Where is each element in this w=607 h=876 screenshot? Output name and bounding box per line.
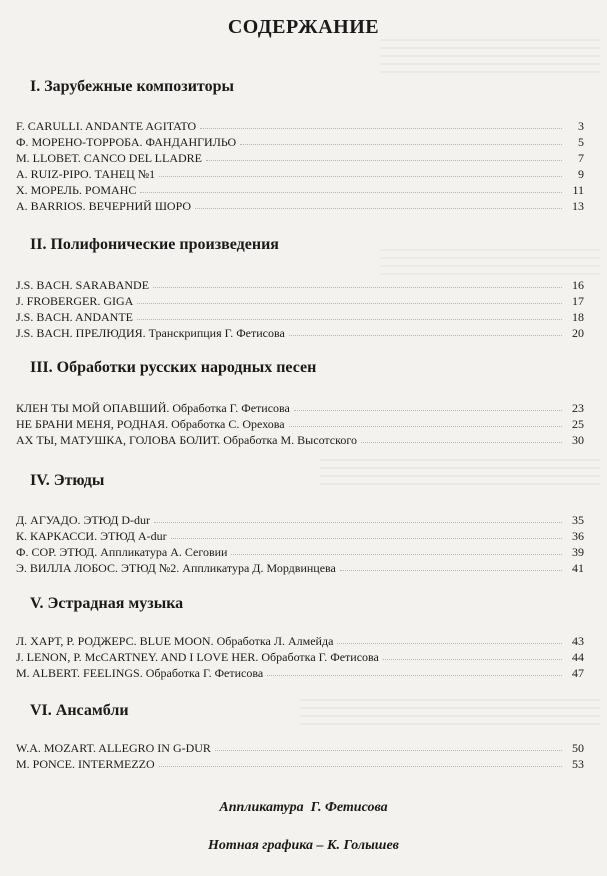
toc-entry-page: 39 [572,545,584,559]
dot-leader [240,143,562,145]
fingering-credit: Аппликатура Г. Фетисова [219,800,388,815]
toc-entry[interactable] [16,648,584,664]
dot-leader [383,658,562,660]
dot-leader [159,175,562,177]
toc-entry-page: 41 [572,561,584,575]
dot-leader [337,642,562,644]
dot-leader [340,569,562,571]
toc-entry-title: Х. МОРЕЛЬ. РОМАНС [16,183,137,197]
toc-entry-title: M. PONCE. INTERMEZZO [16,757,155,771]
toc-entry[interactable] [16,149,584,165]
toc-entry-title: Ф. МОРЕНО-ТОРРОБА. ФАНДАНГИЛЬО [16,135,237,149]
engraving-credit: Нотная графика – К. Голышев [208,838,399,853]
dot-leader [294,409,562,411]
toc-entry-title: J.S. BACH. ПРЕЛЮДИЯ. Транскрипция Г. Фетисова [16,326,285,340]
toc-entry-page: 18 [572,310,584,324]
section-heading: VI. Ансамбли [30,702,129,719]
toc-entry-page: 20 [572,326,584,340]
toc-entry-page: 7 [578,151,584,165]
toc-entry-title: Л. ХАРТ, Р. РОДЖЕРС. BLUE MOON. Обработка Л. Алмейда [16,634,334,648]
dot-leader [195,207,562,209]
toc-entry[interactable] [16,527,584,543]
toc-entry[interactable] [16,739,584,755]
toc-entry-title: Э. ВИЛЛА ЛОБОС. ЭТЮД №2. Аппликатура Д. Мордвинцева [16,561,336,575]
toc-entry[interactable] [16,133,584,149]
toc-entry[interactable] [16,197,584,213]
dot-leader [154,521,562,523]
toc-entry-page: 30 [572,433,584,447]
section-heading: IV. Этюды [30,472,105,489]
toc-entry-page: 17 [572,294,584,308]
toc-entry-title: J.S. BACH. ANDANTE [16,310,134,324]
toc-entry-title: J. FROBERGER. GIGA [16,294,134,308]
dot-leader [231,553,562,555]
toc-entry[interactable] [16,181,584,197]
toc-entry-page: 53 [572,757,584,771]
toc-entry-title: АХ ТЫ, МАТУШКА, ГОЛОВА БОЛИТ. Обработка М. Высотского [16,433,357,447]
toc-entry-page: 47 [572,666,584,680]
toc-entry[interactable] [16,324,584,340]
page-title: СОДЕРЖАНИЕ [227,16,380,38]
dot-leader [215,749,562,751]
toc-entry-title: К. КАРКАССИ. ЭТЮД A-dur [16,529,167,543]
toc-entry[interactable] [16,308,584,324]
toc-entry[interactable] [16,559,584,575]
toc-entry-title: Д. АГУАДО. ЭТЮД D-dur [16,513,151,527]
dot-leader [159,765,562,767]
dot-leader [267,674,562,676]
toc-entry-title: J.S. BACH. SARABANDE [16,278,150,292]
toc-entry-page: 44 [572,650,584,664]
dot-leader [171,537,562,539]
toc-entry[interactable] [16,276,584,292]
section-heading: V. Эстрадная музыка [30,595,184,612]
dot-leader [361,441,562,443]
toc-entry-page: 3 [578,119,584,133]
toc-entry-title: A. BARRIOS. ВЕЧЕРНИЙ ШОРО [16,199,192,213]
toc-entry-page: 36 [572,529,584,543]
section-heading: I. Зарубежные композиторы [30,78,234,95]
dot-leader [200,127,562,129]
dot-leader [289,425,562,427]
toc-entry[interactable] [16,399,584,415]
toc-entry[interactable] [16,117,584,133]
toc-entry-title: Ф. СОР. ЭТЮД. Аппликатура А. Сеговии [16,545,228,559]
toc-entry-page: 9 [578,167,584,181]
toc-entry-page: 16 [572,278,584,292]
dot-leader [153,286,562,288]
toc-entry[interactable] [16,292,584,308]
dot-leader [137,302,562,304]
toc-entry-page: 5 [578,135,584,149]
toc-entry-page: 11 [572,183,584,197]
toc-entry[interactable] [16,543,584,559]
toc-entry-page: 13 [572,199,584,213]
toc-entry-page: 50 [572,741,584,755]
dot-leader [137,318,562,320]
toc-entry[interactable] [16,415,584,431]
toc-entry[interactable] [16,431,584,447]
section-heading: III. Обработки русских народных песен [30,359,317,376]
toc-entry[interactable] [16,632,584,648]
dot-leader [289,334,562,336]
toc-entry-title: КЛЕН ТЫ МОЙ ОПАВШИЙ. Обработка Г. Фетисова [16,401,290,415]
toc-entry-title: J. LENON, P. McCARTNEY. AND I LOVE HER. Обработка Г. Фетисова [16,650,379,664]
dot-leader [206,159,562,161]
toc-entry-page: 43 [572,634,584,648]
toc-entry-title: A. RUIZ-PIPO. ТАНЕЦ №1 [16,167,156,181]
dot-leader [140,191,562,193]
toc-entry[interactable] [16,165,584,181]
toc-entry-page: 25 [572,417,584,431]
toc-entry-title: M. LLOBET. CANCO DEL LLADRE [16,151,202,165]
section-heading: II. Полифонические произведения [30,236,279,253]
toc-entry[interactable] [16,664,584,680]
toc-entry-title: F. CARULLI. ANDANTE AGITATO [16,119,197,133]
toc-entry-title: W.A. MOZART. ALLEGRO IN G-DUR [16,741,211,755]
toc-entry-title: M. ALBERT. FEELINGS. Обработка Г. Фетисова [16,666,264,680]
toc-entry-page: 23 [572,401,584,415]
toc-entry-title: НЕ БРАНИ МЕНЯ, РОДНАЯ. Обработка С. Орехова [16,417,285,431]
toc-entry[interactable] [16,755,584,771]
toc-entry-page: 35 [572,513,584,527]
toc-entry[interactable] [16,511,584,527]
